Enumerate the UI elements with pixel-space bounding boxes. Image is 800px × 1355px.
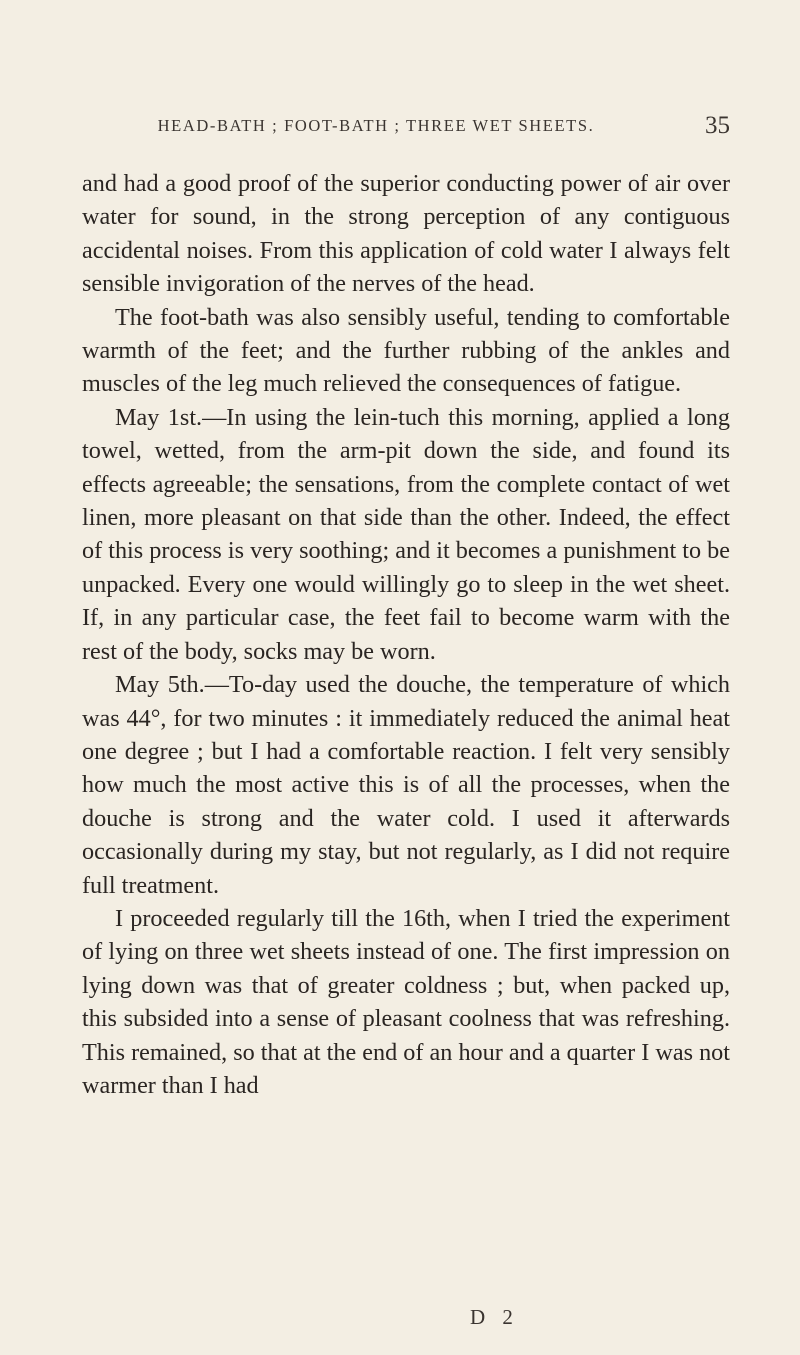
running-title: HEAD-BATH ; FOOT-BATH ; THREE WET SHEETS. <box>157 116 595 135</box>
paragraph-may-1st: May 1st.—In using the lein-tuch this morning, applied a long towel, wetted, from the arm-pit down the side, and found its effects agreeable; the sensations, from the complete contact of wet linen, more pleasant on that side than the other. Indeed, the effect of this process is very soothing; and it becomes a punishment to be unpacked. Every one would willingly go to sleep in the wet sheet. If, in any particular case, the feet fail to become warm with the rest of the body, socks may be worn. <box>82 403 730 665</box>
body-text <box>82 167 730 1102</box>
paragraph-may-5th: May 5th.—To-day used the douche, the temperature of which was 44°, for two minutes : it immediately reduced the animal heat one degree ; but I had a comfortable reaction. I felt very sensibly how much the most active this is of all the processes, when the douche is strong and the water cold. I used it afterwards occasionally during my stay, but not regularly, as I did not require full treatment. <box>82 671 730 899</box>
paragraph-continuation: and had a good proof of the superior conducting power of air over water for sound, in the strong perception of any contiguous accidental noises. From this application of cold water I always felt sensible invigoration of the nerves of the head. <box>82 170 730 298</box>
paragraph-three-wet-sheets: I proceeded regularly till the 16th, when I tried the experiment of lying on three wet sheets instead of one. The first impression on lying down was that of greater coldness ; but, when packed up, this subsided into a sense of pleasant coolness that was refreshing. This remained, so that at the end of an hour and a quarter I was not warmer than I had <box>82 904 730 1099</box>
page-number: 35 <box>705 112 730 139</box>
signature-mark: D 2 <box>470 1305 519 1329</box>
paragraph-foot-bath: The foot-bath was also sensibly useful, tending to comfortable warmth of the feet; and the further rubbing of the ankles and muscles of the leg much relieved the consequences of fatigue. <box>82 303 730 398</box>
running-head <box>82 112 730 140</box>
